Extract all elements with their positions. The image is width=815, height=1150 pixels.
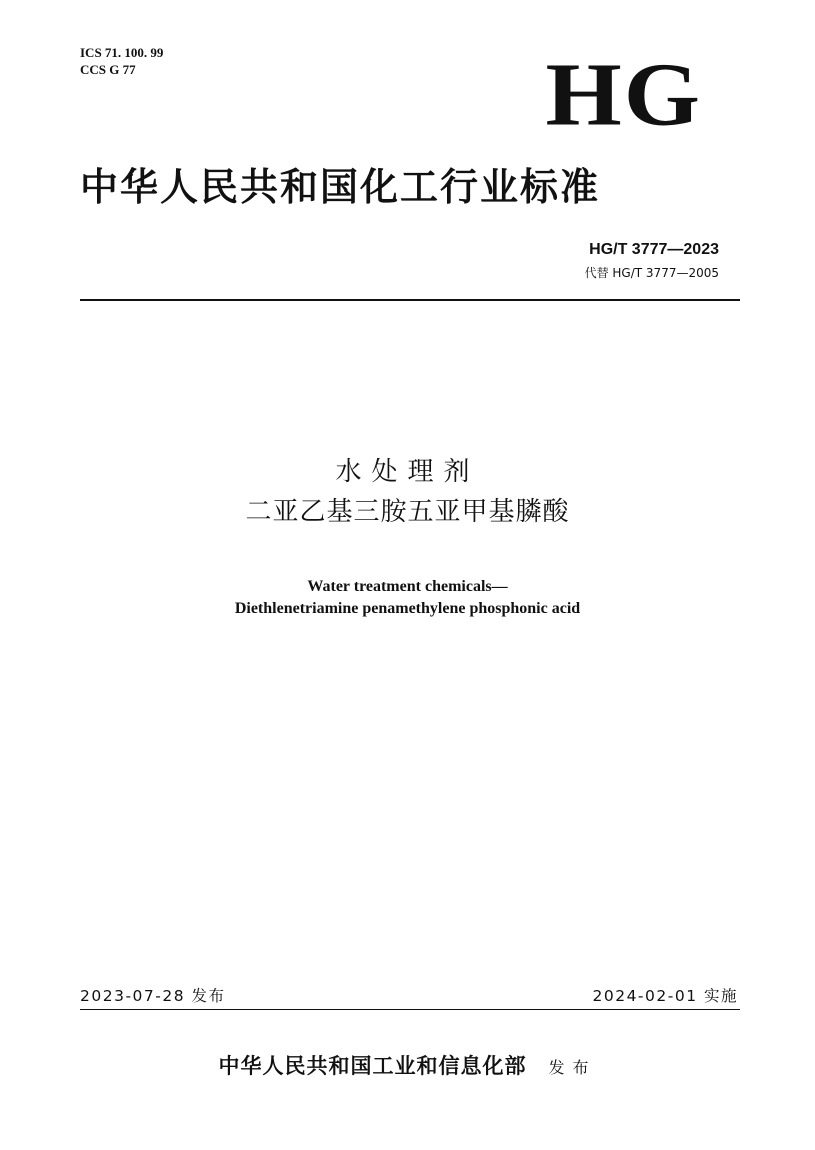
classification-codes [80,44,163,78]
replaces-standard: 代替 HG/T 3777—2005 [584,266,719,280]
hg-logo: HG [545,45,702,145]
header-divider [80,299,740,301]
industry-standard-title: 中华人民共和国化工行业标准 [80,165,601,209]
ccs-code: CCS G 77 [80,62,136,77]
standard-code-block [585,240,719,282]
issuer-name: 中华人民共和国工业和信息化部 [218,1053,527,1078]
title-en-line-1: Water treatment chemicals— [307,578,508,595]
issuer-line [0,1050,815,1080]
title-en-line-2: Diethlenetriamine penamethylene phosphonic acid [234,600,581,617]
issuer-action: 发布 [548,1058,597,1077]
title-cn-line-2: 二亚乙基三胺五亚甲基膦酸 [245,497,570,527]
document-title-english [0,576,815,620]
ics-code: ICS 71. 100. 99 [80,45,164,60]
document-title-chinese [0,452,815,532]
standard-number: HG/T 3777—2023 [589,241,719,258]
effective-date: 2024-02-01 实施 [592,987,738,1005]
title-cn-line-1: 水处理剂 [335,457,480,487]
footer-divider [80,1009,740,1010]
issue-date: 2023-07-28 发布 [80,987,226,1005]
